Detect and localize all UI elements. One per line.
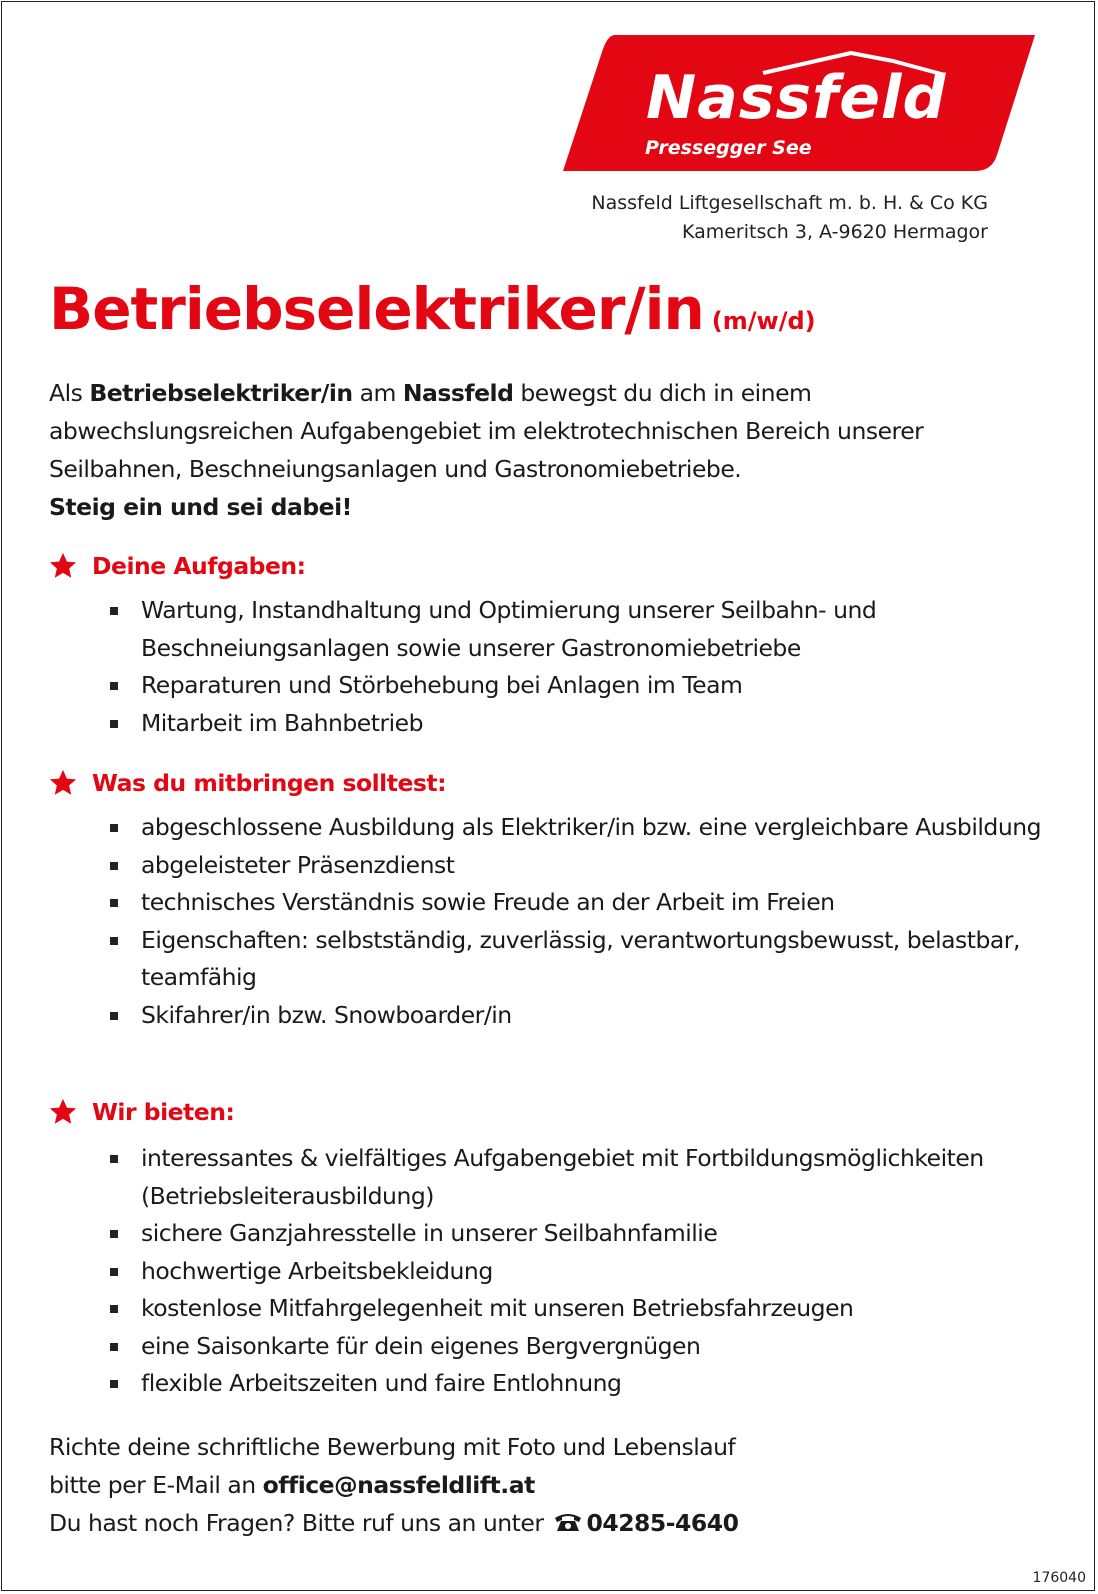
list-item-text: hochwertige Arbeitsbekleidung: [141, 1256, 493, 1285]
star-icon: [48, 768, 78, 798]
list-item: [48, 809, 1058, 847]
list-item: [48, 1328, 1058, 1366]
list-item-text: abgeleisteter Präsenzdienst: [141, 850, 455, 879]
list-item: [48, 592, 1058, 667]
intro-role: Betriebselektriker/in: [89, 379, 353, 407]
logo-wordmark: Nassfeld: [646, 63, 947, 133]
section-benefits: [48, 1094, 1058, 1403]
list-item-text: technisches Verständnis sowie Freude an der Arbeit im Freien: [141, 888, 835, 916]
list-item-text: abgeschlossene Ausbildung als Elektriker/in bzw. eine vergleichbare Ausbildung: [141, 813, 1042, 841]
ad-code: 176040: [1032, 1570, 1086, 1586]
intro-text-2: am: [352, 379, 403, 407]
list-item-text: eine Saisonkarte für dein eigenes Bergvergnügen: [141, 1331, 701, 1360]
list-item-text: Skifahrer/in bzw. Snowboarder/in: [141, 1000, 512, 1029]
intro-place: Nassfeld: [402, 379, 514, 407]
section-title: Was du mitbringen solltest:: [92, 769, 447, 797]
list-item-text: flexible Arbeitszeiten und faire Entlohnung: [141, 1369, 622, 1397]
list-item-text: Wartung, Instandhaltung und Optimierung unserer Seilbahn- und Beschneiungsanlagen sowie unserer Gastronomiebetriebe: [141, 596, 877, 662]
task-list: [48, 592, 1058, 742]
bullet-icon: [110, 607, 118, 615]
bullet-icon: [110, 824, 118, 832]
intro-paragraph: [49, 374, 1049, 526]
job-title: [49, 275, 816, 343]
benefit-list: [48, 1140, 1058, 1403]
star-icon: [48, 551, 78, 581]
bullet-icon: [110, 720, 118, 728]
list-item: [48, 705, 1058, 743]
list-item: [48, 1253, 1058, 1291]
email-line: [49, 1466, 1049, 1504]
bullet-icon: [110, 899, 118, 907]
star-icon: [48, 1097, 78, 1127]
bullet-icon: [110, 1155, 118, 1163]
email-link[interactable]: office@nassfeldlift.at: [262, 1471, 535, 1499]
intro-text-3: bewegst du dich in einem abwechslungsreichen Aufgabengebiet im elektrotechnischen Bereich unserer Seilbahnen, Beschneiungsanlagen und Gastronomiebetriebe.: [49, 379, 924, 483]
list-item-text: Eigenschaften: selbstständig, zuverlässig, verantwortungsbewusst, belastbar, teamfähig: [141, 925, 1020, 991]
intro-call-to-action: Steig ein und sei dabei!: [49, 493, 352, 521]
bullet-icon: [110, 1305, 118, 1313]
list-item: [48, 1140, 1058, 1215]
gender-note: (m/w/d): [711, 307, 816, 335]
phone-line: [49, 1504, 1049, 1542]
bullet-icon: [110, 862, 118, 870]
phone-number[interactable]: 04285-4640: [586, 1509, 739, 1537]
list-item: [48, 997, 1058, 1035]
nassfeld-logo: [563, 35, 1053, 177]
list-item-text: interessantes & vielfältiges Aufgabengebiet mit Fortbildungsmöglichkeiten (Betriebsleiterausbildung): [141, 1144, 984, 1210]
logo-tagline: Pressegger See: [645, 137, 812, 159]
company-name: Nassfeld Liftgesellschaft m. b. H. & Co KG: [591, 192, 988, 214]
company-street: Kameritsch 3, A-9620 Hermagor: [681, 221, 988, 243]
section-header: [48, 548, 1058, 584]
list-item: [48, 1290, 1058, 1328]
list-item: [48, 884, 1058, 922]
section-tasks: [48, 548, 1058, 742]
section-title: Wir bieten:: [92, 1098, 235, 1126]
list-item-text: Mitarbeit im Bahnbetrieb: [141, 708, 424, 737]
section-title: Deine Aufgaben:: [92, 552, 306, 580]
section-requirements: [48, 765, 1058, 1034]
section-header: [48, 765, 1058, 801]
bullet-icon: [110, 1012, 118, 1020]
company-address: [591, 189, 988, 247]
list-item: [48, 1215, 1058, 1253]
list-item-text: kostenlose Mitfahrgelegenheit mit unseren Betriebsfahrzeugen: [141, 1294, 854, 1322]
list-item: [48, 667, 1058, 705]
list-item: [48, 1365, 1058, 1403]
bullet-icon: [110, 937, 118, 945]
email-prefix: bitte per E-Mail an: [49, 1471, 263, 1499]
phone-icon: [553, 1511, 583, 1533]
bullet-icon: [110, 1343, 118, 1351]
list-item-text: Reparaturen und Störbehebung bei Anlagen im Team: [141, 671, 743, 699]
phone-prefix: Du hast noch Fragen? Bitte ruf uns an unter: [49, 1509, 544, 1537]
job-title-text: Betriebselektriker/in: [49, 275, 704, 343]
bullet-icon: [110, 1268, 118, 1276]
bullet-icon: [110, 682, 118, 690]
list-item: [48, 922, 1058, 997]
contact-info: [49, 1428, 1049, 1542]
list-item: [48, 847, 1058, 885]
intro-text-1: Als: [49, 379, 90, 407]
application-note: Richte deine schriftliche Bewerbung mit Foto und Lebenslauf: [49, 1433, 736, 1461]
section-header: [48, 1094, 1058, 1130]
requirement-list: [48, 809, 1058, 1034]
bullet-icon: [110, 1380, 118, 1388]
bullet-icon: [110, 1230, 118, 1238]
list-item-text: sichere Ganzjahresstelle in unserer Seilbahnfamilie: [141, 1219, 718, 1247]
